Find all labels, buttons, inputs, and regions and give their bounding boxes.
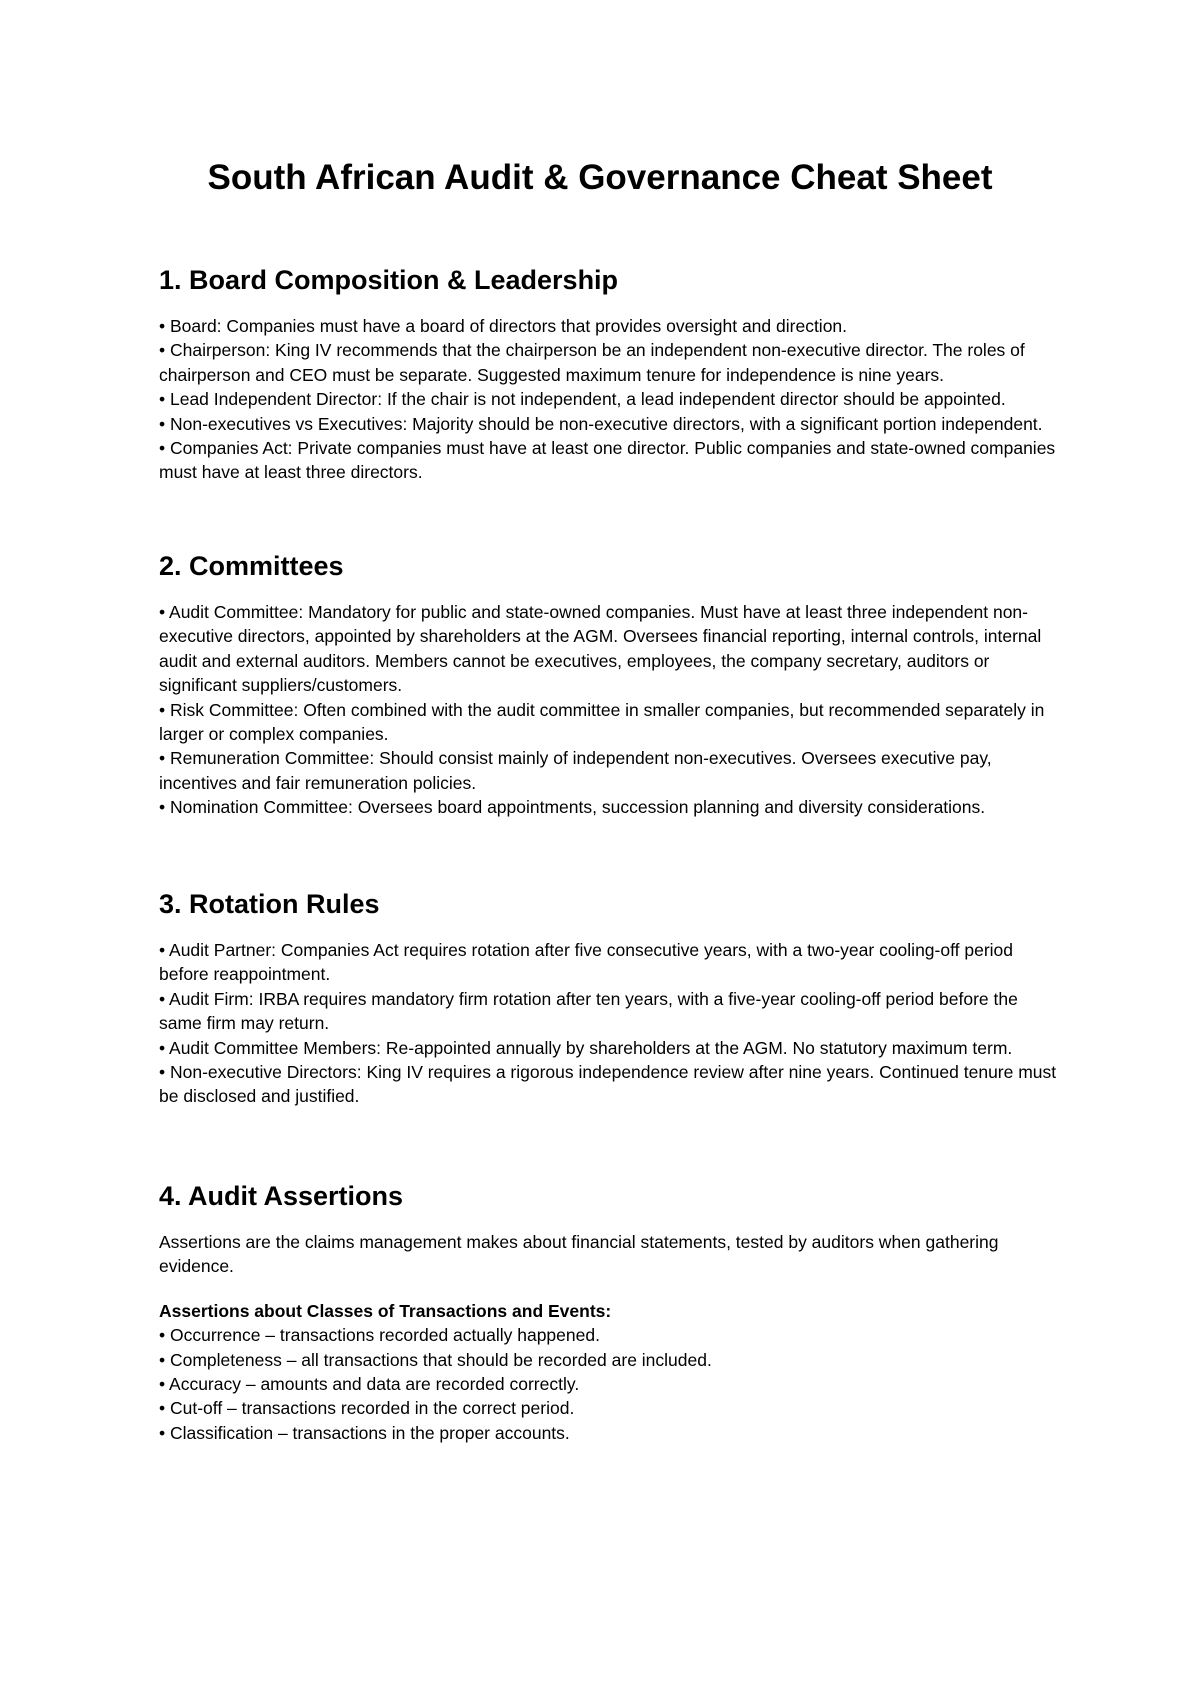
section-committees xyxy=(159,548,1059,838)
list-item: • Audit Committee: Mandatory for public and state-owned companies. Must have at least three independent non-executive directors, appointed by shareholders at the AGM. Oversees financial reporting, internal controls, internal audit and external auditors. Members cannot be executives, employees, the company secretary, auditors or significant suppliers/customers. xyxy=(159,602,1042,696)
section-board-composition xyxy=(159,262,1059,500)
list-item: • Chairperson: King IV recommends that the chairperson be an independent non-executive director. The roles of chairperson and CEO must be separate. Suggested maximum tenure for independence is nine years. xyxy=(159,340,1025,385)
list-item: • Accuracy – amounts and data are recorded correctly. xyxy=(159,1374,580,1395)
section-heading: 1. Board Composition & Leadership xyxy=(159,265,619,295)
list-item: • Companies Act: Private companies must have at least one director. Public companies and state-owned companies must have at least three directors. xyxy=(159,438,1056,483)
section-intro: Assertions are the claims management makes about financial statements, tested by auditors when gathering evidence. xyxy=(159,1232,999,1277)
list-item: • Audit Committee Members: Re-appointed annually by shareholders at the AGM. No statutory maximum term. xyxy=(159,1037,1013,1058)
list-item: • Audit Firm: IRBA requires mandatory firm rotation after ten years, with a five-year cooling-off period before the same firm may return. xyxy=(159,988,1018,1034)
list-item: • Completeness – all transactions that should be recorded are included. xyxy=(159,1349,712,1370)
section-audit-assertions xyxy=(159,1178,1059,1445)
list-item: • Board: Companies must have a board of directors that provides oversight and direction. xyxy=(159,316,848,336)
list-item: • Non-executives vs Executives: Majority should be non-executive directors, with a significant portion independent. xyxy=(159,413,1043,434)
document-body xyxy=(159,262,1059,1493)
list-item: • Lead Independent Director: If the chair is not independent, a lead independent director should be appointed. xyxy=(159,389,1006,410)
section-heading: 3. Rotation Rules xyxy=(159,889,380,919)
section-heading: 4. Audit Assertions xyxy=(159,1181,404,1211)
list-item: • Occurrence – transactions recorded actually happened. xyxy=(159,1325,600,1346)
document-title: South African Audit & Governance Cheat Sheet xyxy=(207,158,993,197)
list-item: • Audit Partner: Companies Act requires rotation after five consecutive years, with a two-year cooling-off period before reappointment. xyxy=(159,940,1014,985)
list-item: • Non-executive Directors: King IV requires a rigorous independence review after nine years. Continued tenure must be disclosed and justified. xyxy=(159,1062,1057,1107)
section-rotation-rules xyxy=(159,886,1059,1130)
subheading: Assertions about Classes of Transactions and Events: xyxy=(159,1300,612,1321)
list-item: • Nomination Committee: Oversees board appointments, succession planning and diversity considerations. xyxy=(159,797,986,818)
list-item: • Classification – transactions in the proper accounts. xyxy=(159,1422,570,1443)
list-item: • Remuneration Committee: Should consist mainly of independent non-executives. Oversees executive pay, incentives and fair remuneration policies. xyxy=(159,748,992,793)
section-heading: 2. Committees xyxy=(159,551,344,581)
list-item: • Cut-off – transactions recorded in the correct period. xyxy=(159,1398,575,1419)
list-item: • Risk Committee: Often combined with the audit committee in smaller companies, but recommended separately in larger or complex companies. xyxy=(159,699,1045,745)
